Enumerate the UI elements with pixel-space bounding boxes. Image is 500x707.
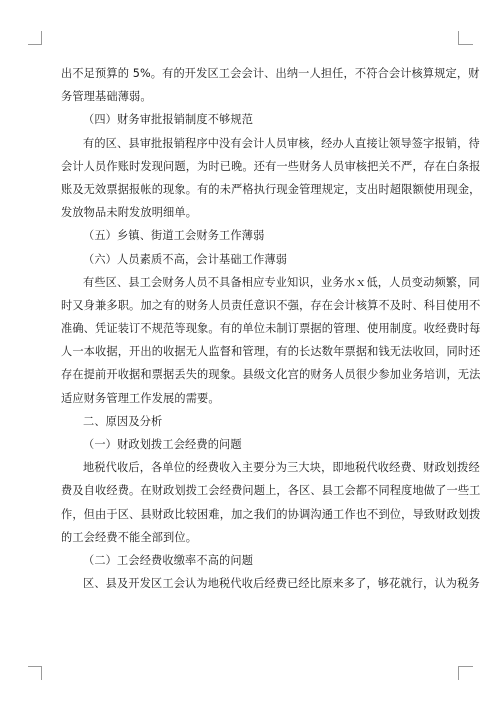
section-heading: （五）乡镇、街道工会财务工作薄弱: [83, 229, 265, 243]
paragraph-first-line: 有些区、县工会财务人员不具备相应专业知识，业务水ｘ低，人员变动频繁，同: [83, 275, 480, 289]
crop-mark-top-left-vertical: [41, 31, 42, 45]
paragraph-first-line: 区、县及开发区工会认为地税代收后经费已经比原来多了，够花就行，认为税务: [83, 577, 480, 591]
crop-mark-top-left-horizontal: [28, 44, 42, 45]
paragraph-last-line: 的工会经费不能全部到位。: [61, 530, 198, 544]
paragraph-last-line: 适应财务管理工作发展的需要。: [61, 391, 220, 405]
paragraph-line: 作，但由于区、县财政比较困难，加之我们的协调沟通工作也不到位，导致财政划拨: [61, 507, 481, 521]
section-heading: （一）财政划拨工会经费的问题: [83, 438, 242, 451]
paragraph-line: 出不足预算的 5%。有的开发区工会会计、出纳一人担任，不符合会计核算规定，财: [61, 67, 480, 80]
crop-mark-bottom-right-vertical: [458, 666, 459, 680]
crop-mark-top-right-horizontal: [459, 44, 473, 45]
section-heading: （六）人员素质不高，会计基础工作薄弱: [83, 252, 288, 266]
paragraph-line: 存在提前开收据和票据丢失的现象。县级文化宫的财务人员很少参加业务培训，无法: [61, 368, 481, 382]
section-heading: （二）工会经费收缴率不高的问题: [83, 553, 254, 567]
paragraph-last-line: 务管理基础薄弱。: [61, 90, 152, 104]
paragraph-line: 人一本收据，开出的收据无人监督和管理，有的长达数年票据和钱无法收回，同时还: [61, 345, 481, 359]
document-body: [61, 62, 481, 595]
paragraph-line: 时又身兼多职。加之有的财务人员责任意识不强，存在会计核算不及时、科目使用不: [61, 298, 481, 312]
paragraph-last-line: 发放物品未附发放明细单。: [61, 206, 198, 220]
paragraph-line: 账及无效票据报帐的现象。有的未严格执行现金管理规定，支出时超限额使用现金，: [61, 182, 481, 196]
paragraph-first-line: 地税代收后，各单位的经费收入主要分为三大块，即地税代收经费、财政划拨经: [83, 461, 480, 475]
crop-mark-top-right-vertical: [458, 31, 459, 45]
section-heading: 二、原因及分析: [83, 414, 163, 428]
paragraph-line: 准确、凭证装订不规范等现象。有的单位未制订票据的管理、使用制度。收经费时每: [61, 322, 481, 336]
crop-mark-bottom-left-vertical: [41, 666, 42, 680]
crop-mark-bottom-right-horizontal: [459, 666, 473, 667]
paragraph-line: 费及自收经费。在财政划拨工会经费问题上，各区、县工会都不同程度地做了一些工: [61, 484, 481, 498]
paragraph-first-line: 有的区、县审批报销程序中没有会计人员审核，经办人直接让领导签字报销，待: [83, 136, 480, 150]
section-heading: （四）财务审批报销制度不够规范: [83, 113, 254, 127]
crop-mark-bottom-left-horizontal: [28, 666, 42, 667]
paragraph-line: 会计人员作账时发现问题，为时已晚。还有一些财务人员审核把关不严，存在白条报: [61, 159, 481, 173]
